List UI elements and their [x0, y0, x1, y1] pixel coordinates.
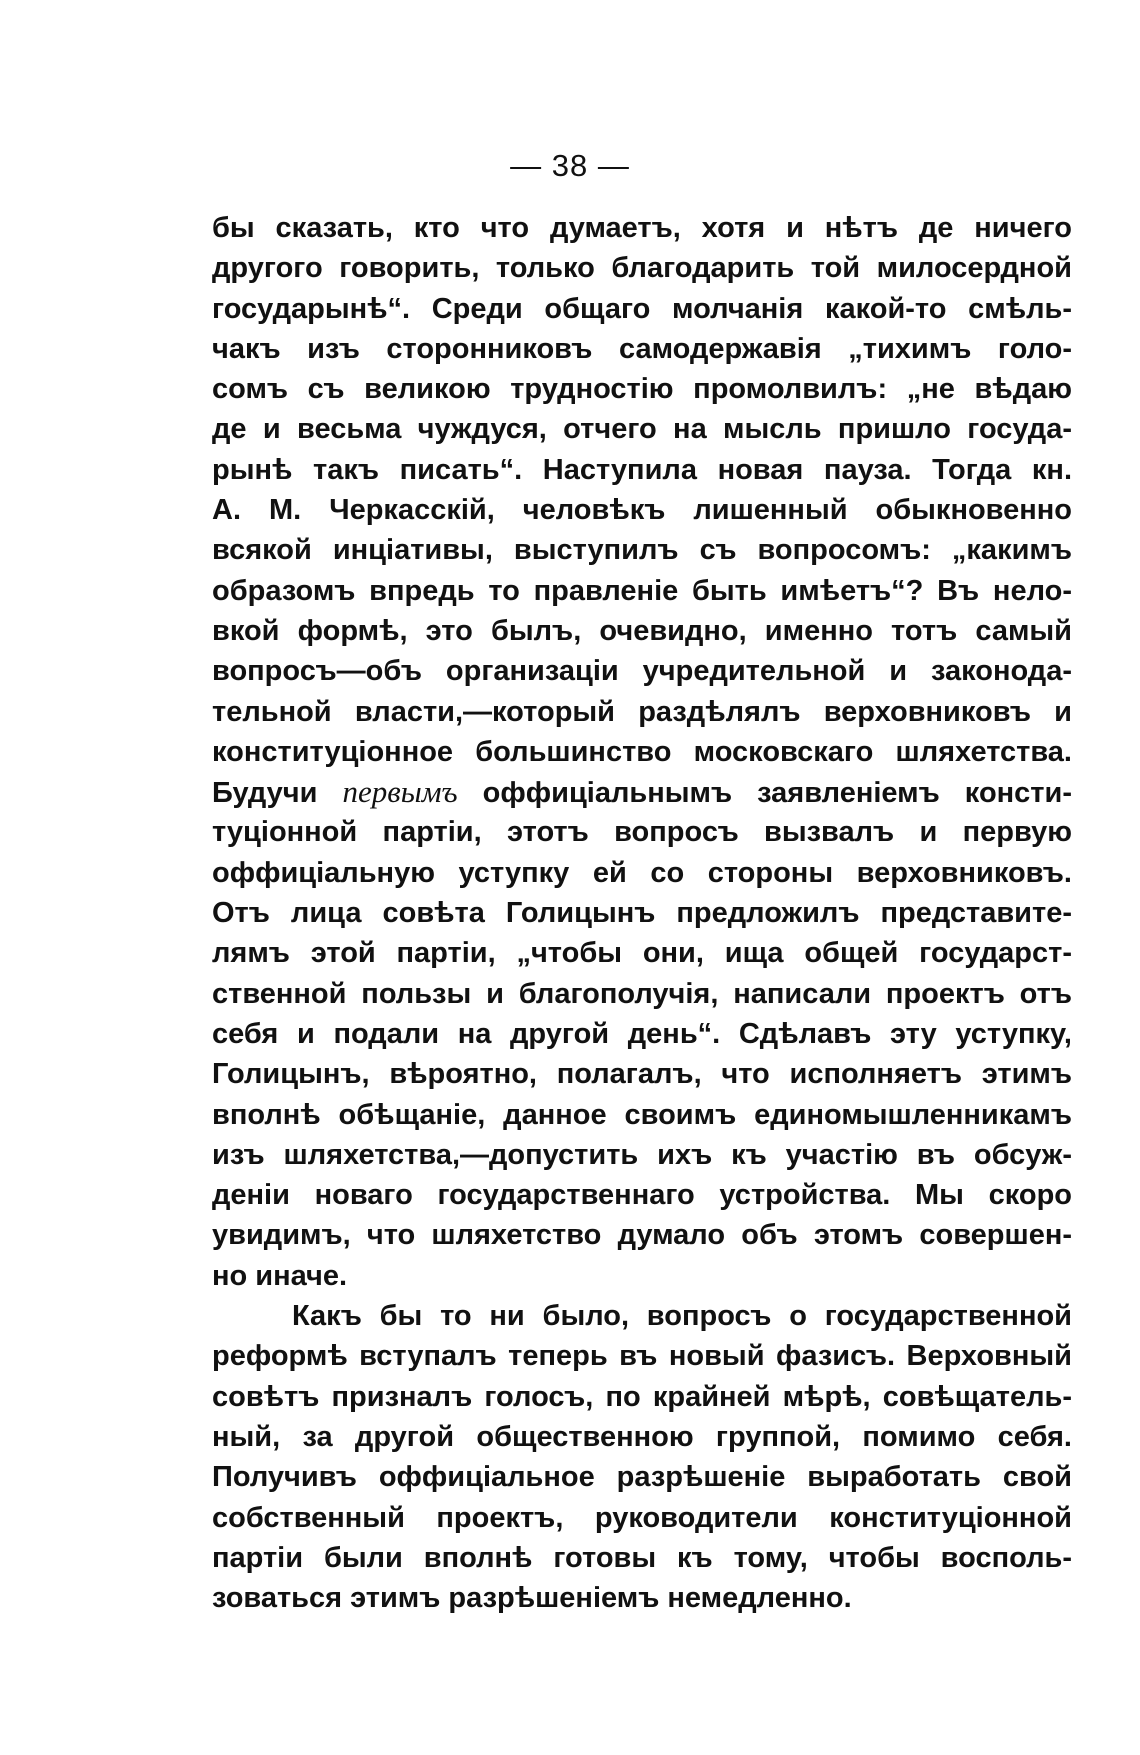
- body-text: [212, 208, 1072, 1618]
- text-segment: оффиціальнымъ заявленіемъ консти-: [482, 777, 1072, 810]
- paragraph-2: [212, 1296, 1072, 1618]
- text-line: собственный проектъ, руководители конституціонной: [212, 1501, 1072, 1534]
- text-line-with-emphasis: [212, 772, 1072, 812]
- text-line: Какъ бы то ни было, вопросъ о государственной: [292, 1300, 1072, 1333]
- text-line: вкой формѣ, это былъ, очевидно, именно тотъ самый: [212, 614, 1072, 647]
- text-line: увидимъ, что шляхетство думало объ этомъ совершен-: [212, 1219, 1072, 1252]
- text-line: чакъ изъ сторонниковъ самодержавія „тихимъ голо-: [212, 332, 1072, 365]
- text-line: вполнѣ обѣщаніе, данное своимъ единомышленникамъ: [212, 1098, 1072, 1131]
- text-line: конституціонное большинство московскаго шляхетства.: [212, 735, 1072, 768]
- text-line: себя и подали на другой день“. Сдѣлавъ эту уступку,: [212, 1017, 1072, 1050]
- text-line: тельной власти,—который раздѣлялъ верховниковъ и: [212, 695, 1072, 728]
- text-line: партіи были вполнѣ готовы къ тому, чтобы восполь-: [212, 1541, 1072, 1574]
- text-line: реформѣ вступалъ теперь въ новый фазисъ. Верховный: [212, 1340, 1072, 1373]
- text-line: ственной пользы и благополучія, написали проектъ отъ: [212, 977, 1072, 1010]
- text-line: лямъ этой партіи, „чтобы они, ища общей государст-: [212, 937, 1072, 970]
- text-line: ный, за другой общественною группой, помимо себя.: [212, 1420, 1072, 1453]
- text-line: всякой инціативы, выступилъ съ вопросомъ: „какимъ: [212, 534, 1072, 567]
- text-line: другого говорить, только благодарить той милосердной: [212, 252, 1072, 285]
- paragraph-1: [212, 208, 1072, 1296]
- text-line: совѣтъ призналъ голосъ, по крайней мѣрѣ, совѣщатель-: [212, 1380, 1072, 1413]
- text-line: сомъ съ великою трудностію промолвилъ: „не вѣдаю: [212, 373, 1072, 406]
- text-line: Отъ лица совѣта Голицынъ предложилъ представите-: [212, 897, 1072, 930]
- text-line: де и весьма чуждуся, отчего на мысль пришло госуда-: [212, 413, 1072, 446]
- text-line: бы сказать, кто что думаетъ, хотя и нѣтъ де ничего: [212, 212, 1072, 244]
- text-line: рынѣ такъ писать“. Наступила новая пауза. Тогда кн.: [212, 453, 1072, 486]
- text-line: оффиціальную уступку ей со стороны верховниковъ.: [212, 856, 1072, 889]
- emphasized-word: первымъ: [342, 774, 458, 810]
- text-line: образомъ впредь то правленіе быть имѣетъ“? Въ нело-: [212, 574, 1072, 607]
- text-line: А. М. Черкасскій, человѣкъ лишенный обыкновенно: [212, 494, 1072, 527]
- text-line: деніи новаго государственнаго устройства. Мы скоро: [212, 1179, 1072, 1212]
- text-segment: Будучи: [212, 777, 318, 810]
- text-line: государынѣ“. Среди общаго молчанія какой-то смѣль-: [212, 292, 1072, 325]
- text-line: туціонной партіи, этотъ вопросъ вызвалъ и первую: [212, 816, 1072, 849]
- text-line: изъ шляхетства,—допустить ихъ къ участію въ обсуж-: [212, 1138, 1072, 1171]
- text-line: Голицынъ, вѣроятно, полагалъ, что исполняетъ этимъ: [212, 1058, 1072, 1091]
- text-line: но иначе.: [212, 1259, 348, 1292]
- text-line: Получивъ оффиціальное разрѣшеніе выработать свой: [212, 1461, 1072, 1494]
- text-line: зоваться этимъ разрѣшеніемъ немедленно.: [212, 1582, 852, 1615]
- text-line: вопросъ—объ организаціи учредительной и законода-: [212, 655, 1072, 688]
- page-number: — 38 —: [510, 148, 630, 183]
